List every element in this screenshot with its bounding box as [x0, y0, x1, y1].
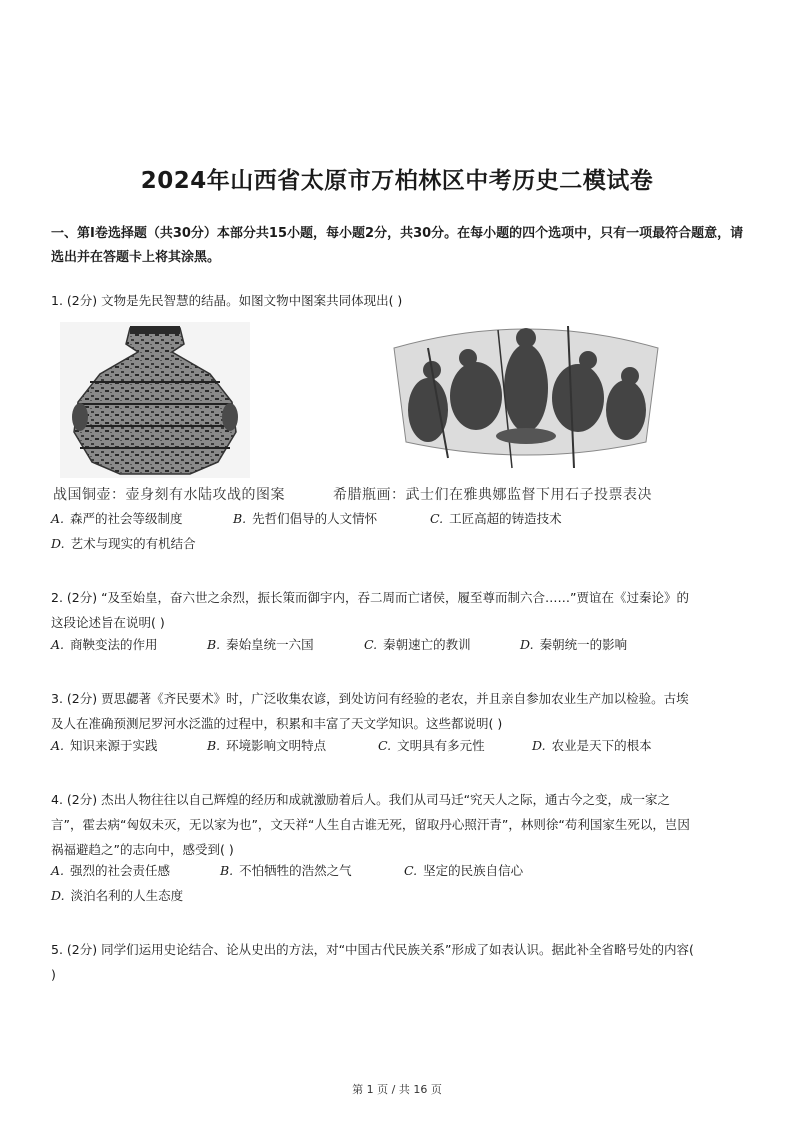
- option-c[interactable]: C. 工匠高超的铸造技术: [430, 511, 562, 526]
- option-d[interactable]: D. 淡泊名利的人生态度: [51, 888, 184, 903]
- option-a[interactable]: A. 知识来源于实践: [51, 738, 158, 753]
- question-1-options: [51, 509, 746, 534]
- option-a[interactable]: A. 强烈的社会责任感: [51, 863, 171, 878]
- bronze-pot-image: [60, 322, 250, 478]
- option-c[interactable]: C. 秦朝速亡的教训: [364, 637, 471, 652]
- option-b[interactable]: B. 环境影响文明特点: [207, 738, 327, 753]
- option-b[interactable]: B. 先哲们倡导的人文情怀: [233, 511, 378, 526]
- question-2-options: [51, 635, 746, 660]
- page-footer: 第 1 页 / 共 16 页: [352, 1083, 442, 1096]
- option-a[interactable]: A. 森严的社会等级制度: [51, 511, 183, 526]
- option-c[interactable]: C. 坚定的民族自信心: [404, 863, 524, 878]
- option-d[interactable]: D. 秦朝统一的影响: [520, 637, 628, 652]
- question-4-stem: 4. (2分) 杰出人物往往以自己辉煌的经历和成就激励着后人。我们从司马迁“究天人之际，通古今之变，成一家之 言”，霍去病“匈奴未灭，无以家为也”，文天祥“人生自古谁无死，留取丹心照汗青”，林则徐“苟利国家生死以，岂因 祸福避趋之”的志向中，感受到( ): [51, 792, 690, 857]
- question-1-stem: 1. (2分) 文物是先民智慧的结晶。如图文物中图案共同体现出( ): [51, 293, 403, 308]
- figure-caption-left: 战国铜壶：壶身刻有水陆攻战的图案: [53, 487, 285, 503]
- greek-vase-painting-image: [388, 318, 664, 478]
- option-b[interactable]: B. 不怕牺牲的浩然之气: [220, 863, 352, 878]
- section-heading: 一、第I卷选择题（共30分）本部分共15小题，每小题2分，共30分。在每小题的四个选项中，只有一项最符合题意，请选出并在答题卡上将其涂黑。: [51, 226, 744, 265]
- option-d[interactable]: D. 艺术与现实的有机结合: [51, 536, 196, 551]
- question-2-stem: 2. (2分) “及至始皇，奋六世之余烈，振长策而御宇内，吞二周而亡诸侯，履至尊而制六合……”贾谊在《过秦论》的 这段论述旨在说明( ): [51, 590, 690, 630]
- option-d[interactable]: D. 农业是天下的根本: [532, 738, 652, 753]
- option-b[interactable]: B. 秦始皇统一六国: [207, 637, 314, 652]
- question-4-options: [51, 861, 746, 886]
- figure-caption-right: 希腊瓶画：武士们在雅典娜监督下用石子投票表决: [333, 487, 652, 503]
- question-3-stem: 3. (2分) 贾思勰著《齐民要术》时，广泛收集农谚，到处访问有经验的老农，并且亲自参加农业生产加以检验。古埃 及人在准确预测尼罗河水泛滥的过程中，积累和丰富了天文学知识。这些都说明( ): [51, 691, 689, 731]
- question-4-options-row2: [51, 886, 746, 911]
- question-1-options-row2: [51, 534, 746, 559]
- question-5-stem: 5. (2分) 同学们运用史论结合、论从史出的方法，对“中国古代民族关系”形成了如表认识。据此补全省略号处的内容( ): [51, 942, 694, 982]
- page-title: 2024年山西省太原市万柏林区中考历史二模试卷: [140, 168, 654, 194]
- option-a[interactable]: A. 商鞅变法的作用: [51, 637, 158, 652]
- question-3-options: [51, 736, 746, 761]
- option-c[interactable]: C. 文明具有多元性: [378, 738, 485, 753]
